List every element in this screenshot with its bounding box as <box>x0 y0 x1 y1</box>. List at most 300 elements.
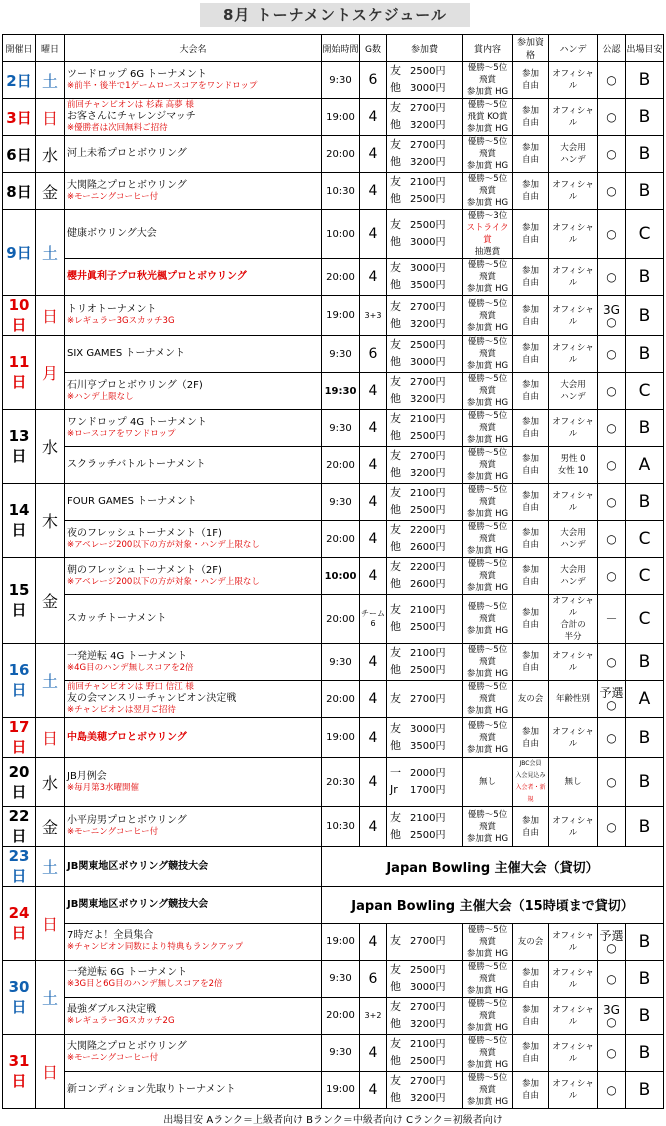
prize-line: 抽選賞 <box>474 247 501 257</box>
handicap-line: 半分 <box>564 632 582 642</box>
handicap-line: ハンデ <box>560 392 586 402</box>
prize-line: 参加賞 HG <box>466 435 509 445</box>
fee-row <box>390 810 462 827</box>
handicap <box>549 1071 598 1108</box>
event-name: 大関隆之プロとボウリング <box>67 179 187 191</box>
fee-row <box>390 522 462 539</box>
prize <box>463 595 513 644</box>
prize-line: 飛賞 <box>478 310 496 321</box>
prize <box>463 410 513 447</box>
qualification-line: 参加 <box>521 726 539 737</box>
prize <box>463 484 513 521</box>
game-count: 4 <box>360 173 387 210</box>
fee-label: 他 <box>390 316 401 330</box>
fee-row <box>390 337 462 354</box>
fee-row <box>390 277 462 294</box>
qualification-line: 自由 <box>521 81 539 91</box>
fee-row <box>390 137 462 154</box>
handicap-line: オフィシャル <box>552 1004 594 1027</box>
event-weekday: 日 <box>36 296 65 336</box>
header-cell: 開始時間 <box>322 35 360 62</box>
event-weekday: 日 <box>36 718 65 758</box>
handicap-line: オフィシャル <box>552 106 594 128</box>
fee-amount: 3200円 <box>410 1092 446 1104</box>
rank: B <box>626 173 664 210</box>
start-time: 20:00 <box>322 521 360 558</box>
handicap-line: オフィシャル <box>552 223 594 245</box>
prize-line: 参加賞 HG <box>466 322 509 333</box>
event-note: ※モーニングコーヒー付 <box>67 827 159 837</box>
header-row <box>3 35 664 62</box>
game-count: 4 <box>360 259 387 296</box>
qualification <box>513 644 549 681</box>
prize <box>463 923 513 960</box>
fee-amount: 2700円 <box>410 301 446 313</box>
qualification <box>513 681 549 718</box>
fee-amount: 2500円 <box>410 505 446 516</box>
handicap-line: オフィシャル <box>552 1078 594 1101</box>
fee-row <box>390 1036 462 1053</box>
qualification <box>513 296 549 336</box>
handicap <box>549 758 598 807</box>
entry-fee <box>387 447 463 484</box>
certified: ○ <box>598 484 626 521</box>
qualification <box>513 758 549 807</box>
prize-line: 参加賞 HG <box>466 744 509 755</box>
handicap-line: オフィシャル <box>552 815 594 838</box>
game-count: 4 <box>360 373 387 410</box>
fee-label: 他 <box>390 503 401 516</box>
fee-amount: 1700円 <box>410 785 446 796</box>
qualification-line: 自由 <box>521 355 539 365</box>
event-name: 小平房男プロとボウリング <box>67 815 187 826</box>
fee-row <box>390 1053 462 1070</box>
prize-line: 優勝～5位 <box>467 1072 508 1083</box>
fee-label: 他 <box>390 577 401 590</box>
fee-amount: 2100円 <box>410 414 446 425</box>
event-name: 夜のフレッシュトーナメント（1F) <box>67 527 222 539</box>
prize-line: 優勝～5位 <box>467 485 508 495</box>
event-name: 7時だよ！全員集合 <box>67 930 154 942</box>
fee-amount: 2500円 <box>410 66 446 77</box>
prize-line: 参加賞 HG <box>466 985 509 996</box>
entry-fee <box>387 1071 463 1108</box>
fee-row <box>390 374 462 391</box>
prize-line: 飛賞 <box>478 75 496 85</box>
entry-fee <box>387 960 463 997</box>
prize-line: 飛賞 <box>478 460 496 470</box>
qualification <box>513 521 549 558</box>
rank: B <box>626 1071 664 1108</box>
handicap <box>549 644 598 681</box>
qualification-line: 自由 <box>521 392 539 402</box>
start-time: 9:30 <box>322 410 360 447</box>
prize-line: 飛賞 <box>478 694 496 704</box>
fee-amount: 2500円 <box>410 964 446 976</box>
rank: B <box>626 484 664 521</box>
prize-line: 優勝～5位 <box>467 645 508 655</box>
handicap-line: 女性 10 <box>557 466 589 476</box>
certified: ○ <box>598 99 626 136</box>
prize-line: 優勝～5位 <box>467 720 508 731</box>
start-time: 9:30 <box>322 1034 360 1071</box>
event-weekday: 金 <box>36 807 65 847</box>
schedule-table <box>2 34 664 1109</box>
fee-row <box>390 411 462 428</box>
prize-line: 飛賞 <box>478 534 496 544</box>
table-row <box>3 62 664 99</box>
start-time: 10:00 <box>322 558 360 595</box>
certified: 予選 ○ <box>598 923 626 960</box>
handicap-line: 合計の <box>560 620 586 630</box>
game-count: 4 <box>360 644 387 681</box>
qualification <box>513 558 549 595</box>
prize-line: 参加賞 HG <box>466 284 509 294</box>
prize-line: 飛賞 <box>478 149 496 159</box>
handicap-line: オフィシャル <box>552 491 594 513</box>
event-name: 櫻井眞利子プロ秋光楓プロとボウリング <box>67 271 247 282</box>
prize <box>463 173 513 210</box>
event-weekday: 土 <box>36 210 65 296</box>
prize <box>463 681 513 718</box>
rank: B <box>626 62 664 99</box>
fee-row <box>390 117 462 134</box>
fee-amount: 3000円 <box>410 357 446 368</box>
fee-label: 友 <box>390 1073 401 1087</box>
handicap <box>549 62 598 99</box>
handicap-line: 大会用 <box>560 528 586 538</box>
prize-line: 飛賞 <box>478 423 496 433</box>
fee-amount: 3200円 <box>410 468 446 479</box>
entry-fee <box>387 595 463 644</box>
prize-line: 優勝～5位 <box>467 602 508 612</box>
fee-label: 他 <box>390 278 401 291</box>
game-count: 4 <box>360 758 387 807</box>
entry-fee <box>387 681 463 718</box>
event-date: 10日 <box>3 296 36 336</box>
fee-label: Jr <box>390 783 398 796</box>
fee-amount: 2600円 <box>410 542 446 553</box>
handicap-line: オフィシャル <box>552 69 594 91</box>
fee-amount: 2500円 <box>410 1055 446 1067</box>
fee-row <box>390 1090 462 1107</box>
qualification-line: 自由 <box>521 663 539 673</box>
prize <box>463 62 513 99</box>
prize-line: 優勝～5位 <box>467 682 508 692</box>
handicap-line: オフィシャル <box>552 304 594 327</box>
fee-row <box>390 174 462 191</box>
fee-amount: 3200円 <box>410 394 446 405</box>
qualification <box>513 259 549 296</box>
event-name-cell <box>65 410 322 447</box>
qualification <box>513 997 549 1034</box>
fee-amount: 3500円 <box>410 280 446 291</box>
event-name-cell <box>65 718 322 758</box>
fee-amount: 2500円 <box>410 194 446 205</box>
fee-label: 他 <box>390 355 401 368</box>
qualification-line: 参加 <box>521 565 539 575</box>
handicap-line: 年齢性別 <box>555 694 590 704</box>
qualification-line: JBC会員 <box>519 760 542 767</box>
qualification <box>513 410 549 447</box>
entry-fee <box>387 923 463 960</box>
rank: B <box>626 644 664 681</box>
page-title: 8月 トーナメントスケジュール <box>200 3 470 27</box>
handicap-line: 大会用 <box>560 380 586 390</box>
rank: B <box>626 336 664 373</box>
start-time: 20:00 <box>322 595 360 644</box>
event-weekday: 日 <box>36 1034 65 1108</box>
qualification <box>513 136 549 173</box>
prize <box>463 960 513 997</box>
prize-line: 参加賞 HG <box>466 669 509 679</box>
event-weekday: 水 <box>36 136 65 173</box>
event-name: 中島美穂プロとボウリング <box>67 731 187 743</box>
qualification-line: 参加 <box>521 69 539 79</box>
qualification-line: 自由 <box>521 1090 539 1101</box>
prize-line: 飛賞 KO賞 <box>467 112 508 122</box>
event-name: トリオトーナメント <box>67 304 157 315</box>
rank-legend: 出場目安 Aランク＝上級者向け Bランク＝中級者向け Cランク＝初級者向け <box>163 1114 503 1126</box>
prize-line: 優勝～5位 <box>467 260 508 270</box>
fee-row <box>390 448 462 465</box>
prize-line: 飛賞 <box>478 571 496 581</box>
qualification-line: 友の会 <box>517 936 544 947</box>
prize-line: 飛賞 <box>478 732 496 743</box>
prize-line: 優勝～3位 <box>467 211 508 221</box>
game-count: 4 <box>360 718 387 758</box>
event-note: ※レギュラー3Gスカッチ2G <box>67 1016 175 1027</box>
qualification-line: 自由 <box>521 235 539 245</box>
prize <box>463 758 513 807</box>
fee-label: 友 <box>390 810 401 824</box>
prize <box>463 259 513 296</box>
handicap <box>549 997 598 1034</box>
fee-amount: 2700円 <box>410 1075 446 1087</box>
event-name: 石川亨プロとボウリング（2F) <box>67 379 203 391</box>
handicap <box>549 807 598 847</box>
prize-line: 参加賞 HG <box>466 509 509 519</box>
fee-amount: 2100円 <box>410 605 446 616</box>
fee-row <box>390 999 462 1016</box>
fee-label: 他 <box>390 81 401 94</box>
qualification-line: 自由 <box>521 738 539 749</box>
event-name-cell <box>65 296 322 336</box>
qualification-line: 自由 <box>521 979 539 990</box>
prize-line: 優勝～5位 <box>467 137 508 147</box>
qualification-line: 参加 <box>521 454 539 464</box>
qualification-line: 自由 <box>521 316 539 327</box>
fee-row <box>390 465 462 482</box>
rank: B <box>626 718 664 758</box>
header-cell: 参加費 <box>387 35 463 62</box>
certified: ○ <box>598 644 626 681</box>
fee-row <box>390 576 462 593</box>
fee-amount: 2700円 <box>410 103 446 114</box>
qualification-line: 参加 <box>521 608 539 618</box>
handicap <box>549 681 598 718</box>
prize <box>463 644 513 681</box>
prize-line: 参加賞 HG <box>466 124 509 134</box>
fee-row <box>390 539 462 556</box>
game-count: 4 <box>360 410 387 447</box>
rank: B <box>626 259 664 296</box>
fee-amount: 2700円 <box>410 1001 446 1013</box>
start-time: 20:00 <box>322 136 360 173</box>
fee-label: 友 <box>390 64 401 77</box>
handicap <box>549 595 598 644</box>
handicap-line: オフィシャル <box>552 343 594 365</box>
qualification-line: 参加 <box>521 143 539 153</box>
event-date: 2日 <box>3 62 36 99</box>
game-count: 3+3 <box>360 296 387 336</box>
fee-row <box>390 80 462 97</box>
rank: C <box>626 595 664 644</box>
qualification-line: 入会見込み <box>515 772 546 779</box>
prize-line: 優勝～5位 <box>467 998 508 1009</box>
fee-row <box>390 602 462 619</box>
fee-label: 他 <box>390 663 401 676</box>
qualification <box>513 960 549 997</box>
rank: C <box>626 210 664 259</box>
start-time: 19:00 <box>322 296 360 336</box>
header-cell: G数 <box>360 35 387 62</box>
event-weekday: 日 <box>36 99 65 136</box>
event-note: ※モーニングコーヒー付 <box>67 191 159 202</box>
qualification-line: 自由 <box>521 118 539 128</box>
event-name: 健康ボウリング大会 <box>67 228 157 239</box>
certified: ○ <box>598 558 626 595</box>
event-name: FOUR GAMES トーナメント <box>67 496 197 507</box>
fee-row <box>390 645 462 662</box>
qualification-line: 参加 <box>521 343 539 353</box>
fee-row <box>390 933 462 950</box>
event-name: 大関隆之プロとボウリング <box>67 1041 187 1053</box>
event-note: ※アベレージ200以下の方が対象・ハンデ上限なし <box>67 539 260 550</box>
qualification-line: 参加 <box>521 491 539 501</box>
handicap-line: 無し <box>564 777 582 787</box>
event-name-cell <box>65 1071 322 1108</box>
fee-label: 友 <box>390 138 401 151</box>
entry-fee <box>387 558 463 595</box>
qualification-line: 参加 <box>521 967 539 978</box>
handicap-line: オフィシャル <box>552 417 594 439</box>
prize <box>463 1071 513 1108</box>
header-cell: 開催日 <box>3 35 36 62</box>
fee-amount: 2500円 <box>410 829 446 841</box>
prize-line: 参加賞 HG <box>466 948 509 959</box>
event-name-cell <box>65 336 322 373</box>
fee-amount: 2500円 <box>410 431 446 442</box>
certified: ○ <box>598 210 626 259</box>
handicap-line: ハンデ <box>560 540 586 550</box>
prize <box>463 1034 513 1071</box>
fee-label: 他 <box>390 738 401 752</box>
fee-label: 他 <box>390 429 401 442</box>
fee-label: 他 <box>390 620 401 633</box>
event-note: ※ハンデ上限なし <box>67 391 134 402</box>
rank: C <box>626 558 664 595</box>
game-count: 6 <box>360 336 387 373</box>
prize <box>463 997 513 1034</box>
prize-line: 優勝～5位 <box>467 411 508 421</box>
table-row <box>3 447 664 484</box>
fee-amount: 3200円 <box>410 1018 446 1030</box>
event-date: 17日 <box>3 718 36 758</box>
event-note: ※チャンピオンは翌月ご招待 <box>67 705 176 715</box>
rank: B <box>626 136 664 173</box>
event-name-cell <box>65 997 322 1034</box>
prize-line: 優勝～5位 <box>467 374 508 384</box>
fee-label: 友 <box>390 449 401 462</box>
start-time: 20:30 <box>322 758 360 807</box>
start-time: 20:00 <box>322 681 360 718</box>
fee-row <box>390 979 462 996</box>
table-row <box>3 373 664 410</box>
event-date: 8日 <box>3 173 36 210</box>
prize-line: 参加賞 HG <box>466 833 509 844</box>
event-weekday: 月 <box>36 336 65 410</box>
handicap <box>549 410 598 447</box>
prize-line: 飛賞 <box>478 973 496 984</box>
fee-label: 他 <box>390 827 401 841</box>
fee-row <box>390 428 462 445</box>
fee-amount: 3200円 <box>410 318 446 330</box>
qualification <box>513 210 549 259</box>
prize-line: ストライク賞 <box>466 223 509 245</box>
entry-fee <box>387 718 463 758</box>
fee-label: 他 <box>390 392 401 405</box>
qualification <box>513 484 549 521</box>
prize-line: 飛賞 <box>478 821 496 832</box>
entry-fee <box>387 296 463 336</box>
fee-label: 他 <box>390 1053 401 1067</box>
prize-line: 参加賞 HG <box>466 626 509 636</box>
event-name: お客さんにチャレンジマッチ <box>67 111 196 122</box>
certified: ○ <box>598 62 626 99</box>
fee-row <box>390 782 462 799</box>
handicap <box>549 1034 598 1071</box>
fee-label: 友 <box>390 934 401 948</box>
fee-row <box>390 217 462 234</box>
event-note: ※レギュラー3Gスカッチ3G <box>67 316 175 326</box>
fee-label: 友 <box>390 299 401 313</box>
prize-line: 飛賞 <box>478 936 496 947</box>
fee-row <box>390 662 462 679</box>
fee-row <box>390 1073 462 1090</box>
game-count: 4 <box>360 1034 387 1071</box>
rank: B <box>626 296 664 336</box>
rank: B <box>626 758 664 807</box>
qualification-line: 自由 <box>521 503 539 513</box>
event-note: ※優勝者は次回無料ご招待 <box>67 123 168 133</box>
qualification-line: 自由 <box>521 466 539 476</box>
prize <box>463 558 513 595</box>
fee-label: 他 <box>390 1090 401 1104</box>
entry-fee <box>387 336 463 373</box>
fee-label: 他 <box>390 192 401 205</box>
event-name-cell <box>65 447 322 484</box>
event-name: 最強ダブルス決定戦 <box>67 1004 157 1016</box>
header-cell: 公認 <box>598 35 626 62</box>
prize <box>463 99 513 136</box>
banner-cell: Japan Bowling 主催大会（15時頃まで貸切） <box>322 887 664 924</box>
handicap <box>549 296 598 336</box>
certified: 3G ○ <box>598 997 626 1034</box>
handicap-line: オフィシャル <box>552 596 594 618</box>
table-row <box>3 558 664 595</box>
qualification <box>513 447 549 484</box>
